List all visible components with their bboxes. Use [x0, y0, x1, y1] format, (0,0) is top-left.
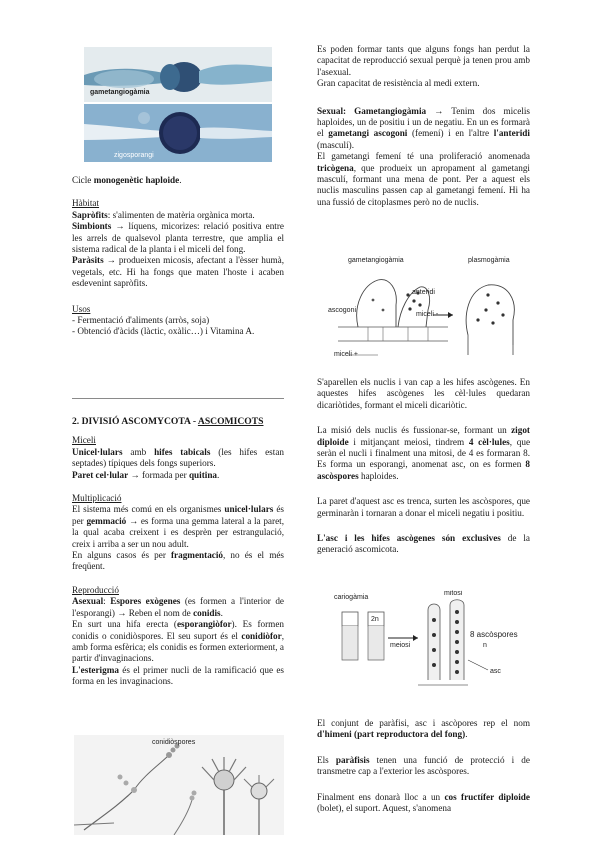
paragraph-parafisi	[317, 755, 530, 778]
list-item: - Fermentació d'aliments (arròs, soja)	[72, 315, 210, 326]
label-mitosi: mitosi	[444, 590, 463, 597]
text: , que seràn el nucli i finalment una mitosi, de 4 es formaran 8. Es forma un esporangi, anomenat asc, on es formen	[317, 436, 531, 470]
text: .	[465, 729, 468, 740]
text: .	[220, 607, 223, 618]
text: → es forma una gemma lateral a la paret, la qual acaba creixent i es desprèn per estrangulació, creix i arriba a ser un nou adult.	[72, 515, 284, 549]
text: 2. DIVISIÓ ASCOMYCOTA -	[72, 416, 198, 427]
text: , no és el més freqüent.	[72, 550, 284, 572]
text: → formada per	[128, 469, 189, 480]
text-bold: Sexual: Gametangiogàmia	[317, 105, 427, 116]
label-asc: asc	[490, 668, 501, 675]
paragraph-esterigma	[72, 665, 284, 688]
label-n: n	[483, 642, 487, 649]
text-bold: zigot diploide	[317, 425, 530, 447]
text: haploides.	[358, 470, 399, 481]
left-column-section2	[72, 416, 284, 696]
paragraph-sexual	[317, 106, 530, 152]
text: .	[217, 469, 220, 480]
heading-reproduccio: Reproducció	[72, 584, 119, 595]
text-bold: l'anteridi	[493, 128, 530, 139]
right-column-top	[317, 44, 530, 216]
label-2n: 2n	[371, 616, 379, 623]
figure-conidiospores	[74, 735, 284, 835]
text-bold: Unicel·lulars	[72, 446, 123, 457]
text: de la generació ascomicota.	[317, 533, 530, 555]
text: Cicle	[72, 175, 94, 185]
text-bold: Paret cel·lular	[72, 469, 129, 480]
paragraph-asexual	[72, 596, 284, 619]
text-bold: 8 ascòspores	[317, 459, 530, 481]
paragraph-misio	[317, 425, 530, 482]
paragraph-multiplicacio-2	[72, 550, 284, 573]
heading-usos: Usos	[72, 303, 91, 314]
text: Els	[317, 754, 336, 765]
text: En surt una hifa erecta (	[72, 619, 177, 630]
text: , que produeix un apropament al gametangi masculí, formant una mena de pont. Per a aquest els nuclis masculins passen cap al gametangi femení. Hi ha una fussió de citoplasmes però no de nuclis.	[317, 162, 530, 207]
paragraph-tricogena	[317, 151, 530, 208]
text: (masculí).	[317, 139, 354, 150]
conidiospores-svg	[74, 735, 284, 835]
text: .	[179, 175, 182, 185]
text: El sistema més comú en els organismes	[72, 504, 225, 515]
section-divider	[72, 398, 284, 399]
paragraph-final	[317, 792, 530, 815]
right-column-middle	[317, 377, 530, 564]
text: , amb forma esfèrica; els conidis es formen exteriorment, a partir d'invaginacions.	[72, 630, 284, 664]
text-bold: esporangiòfor	[176, 619, 232, 630]
cicle-paragraph	[72, 175, 284, 186]
paragraph-hifa-erecta	[72, 619, 284, 665]
micrograph-bottom-svg	[84, 104, 272, 162]
label-meiosi: meiosi	[390, 642, 411, 649]
text: La misió dels nuclis és fussionar-se, formant un	[317, 425, 512, 436]
label-gametangiogamia: gametangiogàmia	[90, 89, 150, 96]
heading-habitat: Hàbitat	[72, 198, 100, 209]
text: → produeixen micosis, afectant a l'èsser humà, vegetals, etc. Hi ha fongs que maten l'hoste i acaben esdevenint sapròfits.	[72, 255, 284, 289]
label-plasmogamia: plasmogàmia	[468, 257, 510, 264]
label-anteridi: anteridi	[412, 289, 435, 296]
asc-development-svg	[328, 590, 528, 695]
text: (les hifes estan septades) típiques dels fongs superiors.	[72, 446, 284, 469]
text-bold: monogenètic haploide	[93, 175, 180, 185]
paragraph-miceli-2	[72, 470, 284, 481]
paragraph-intro: Es poden formar tants que alguns fongs han perdut la capacitat de reproducció sexual perquè ja tenen prou amb l'asexual.	[317, 44, 530, 77]
paragraph-simbionts	[72, 221, 284, 255]
text: → líquens, micorizes: relació positiva entre les arrels de qualsevol planta terrestre, que amplia el sistema radical de la planta i el miceli del fong.	[72, 221, 284, 255]
text-bold: quitina	[188, 469, 218, 480]
paragraph-paret: La paret d'aquest asc es trenca, surten les ascòspores, que germinaràn i tornaran a donar el miceli negatiu i positiu.	[317, 496, 530, 518]
label-miceli-neg: miceli -	[416, 311, 439, 318]
label-gametangiogamia-2: gametangiogàmia	[348, 257, 404, 264]
paragraph-miceli-1	[72, 447, 284, 470]
paragraph-parasits	[72, 255, 284, 289]
label-miceli-pos: miceli +	[334, 351, 358, 358]
label-ascogoni: ascogoni	[328, 307, 357, 314]
text: i mitjançant meiosi, tindrem	[348, 436, 469, 447]
text-bold: cos fructífer diploide	[444, 791, 530, 802]
list-item: - Obtenció d'àcids (làctic, oxàlic…) i Vitamina A.	[72, 326, 255, 337]
text-bold: Asexual	[72, 596, 104, 607]
label-zigosporangi: zigosporangi	[114, 152, 154, 159]
text-bold: gemmació	[86, 515, 127, 526]
paragraph-multiplicacio-1	[72, 504, 284, 550]
text: (femení) i en l'altre	[407, 128, 494, 139]
text: tenen una funció de protecció i de transmetre cap a l'exterior les ascòspores.	[317, 754, 530, 777]
text-bold: tricògena	[317, 162, 354, 173]
heading-multiplicacio: Multiplicació	[72, 493, 122, 504]
text: Finalment ens donarà lloc a un	[317, 791, 445, 802]
text: En alguns casos és per	[72, 550, 171, 561]
text: ). Es formen conidis o conidiòspores. El seu suport és el	[72, 619, 284, 641]
label-8-ascospores: 8 ascòspores	[470, 630, 518, 639]
text-bold: d'himeni (part reproductora del fong)	[317, 729, 466, 740]
label-conidiospores: conidiòspores	[152, 739, 196, 746]
text-bold: L'esterigma	[72, 664, 119, 675]
text: → Tenim dos micelis haploides, un de positiu i un de negatiu. En un es formarà el	[317, 105, 530, 139]
paragraph-himeni	[317, 718, 530, 741]
text-bold: fragmentació	[170, 550, 224, 561]
text-bold: L'asc i les hifes ascògenes són exclusives	[317, 533, 501, 544]
term-parasits: Paràsits	[72, 255, 104, 266]
heading-miceli: Miceli	[72, 435, 96, 446]
text-bold: 4 cèl·lules	[468, 436, 510, 447]
text-underlined: ASCOMICOTS	[197, 416, 264, 427]
right-column-bottom	[317, 718, 530, 822]
text: :	[103, 596, 111, 607]
text: El conjunt de paràfisi, asc i ascòpores rep el nom	[317, 718, 530, 728]
text: és per	[72, 504, 284, 526]
text-bold: paràfisis	[335, 754, 370, 765]
text: és el primer nucli de la ramificació que es forma en les invaginacions.	[72, 664, 284, 687]
micrograph-gametangiogamia	[84, 47, 272, 102]
section-title	[72, 416, 284, 427]
micrograph-zigosporangi	[84, 104, 272, 162]
term-simbionts: Simbionts	[72, 221, 112, 232]
text-bold: Espores exògenes	[110, 596, 181, 607]
text: (bolet), el suport. Aquest, s'anomena	[317, 803, 452, 814]
text: (es formen a l'interior de l'esporangi) → Reben el nom de	[72, 596, 284, 618]
text-bold: unicel·lulars	[224, 504, 274, 515]
text-bold: gametangi ascogoni	[328, 128, 408, 139]
figure-asc-development	[328, 590, 528, 695]
paragraph-aparellen: S'aparellen els nuclis i van cap a les hifes ascògenes. En aquestes hifes ascògenes les cèl·lules quedaran dicariòtides, formant el miceli dicariòtic.	[317, 377, 530, 410]
text-bold: conidiòfor	[241, 630, 282, 641]
paragraph-saprofits	[72, 210, 284, 221]
text-bold: hifes tabicals	[154, 446, 211, 457]
term-saprofits: Sapròfits	[72, 209, 108, 220]
text: amb	[122, 446, 155, 457]
gametangiogamia-svg	[328, 255, 528, 363]
text: El gametangi femení té una proliferació anomenada	[317, 151, 530, 162]
text-bold: conidis	[193, 607, 221, 618]
paragraph-asc-exclusives	[317, 533, 530, 556]
label-cariogamia: cariogàmia	[334, 594, 369, 601]
paragraph-resistencia: Gran capacitat de resistència al medi extern.	[317, 78, 480, 89]
left-column	[72, 175, 284, 338]
text: : s'alimenten de matèria orgànica morta.	[107, 209, 255, 220]
figure-gametangiogamia	[328, 255, 528, 363]
